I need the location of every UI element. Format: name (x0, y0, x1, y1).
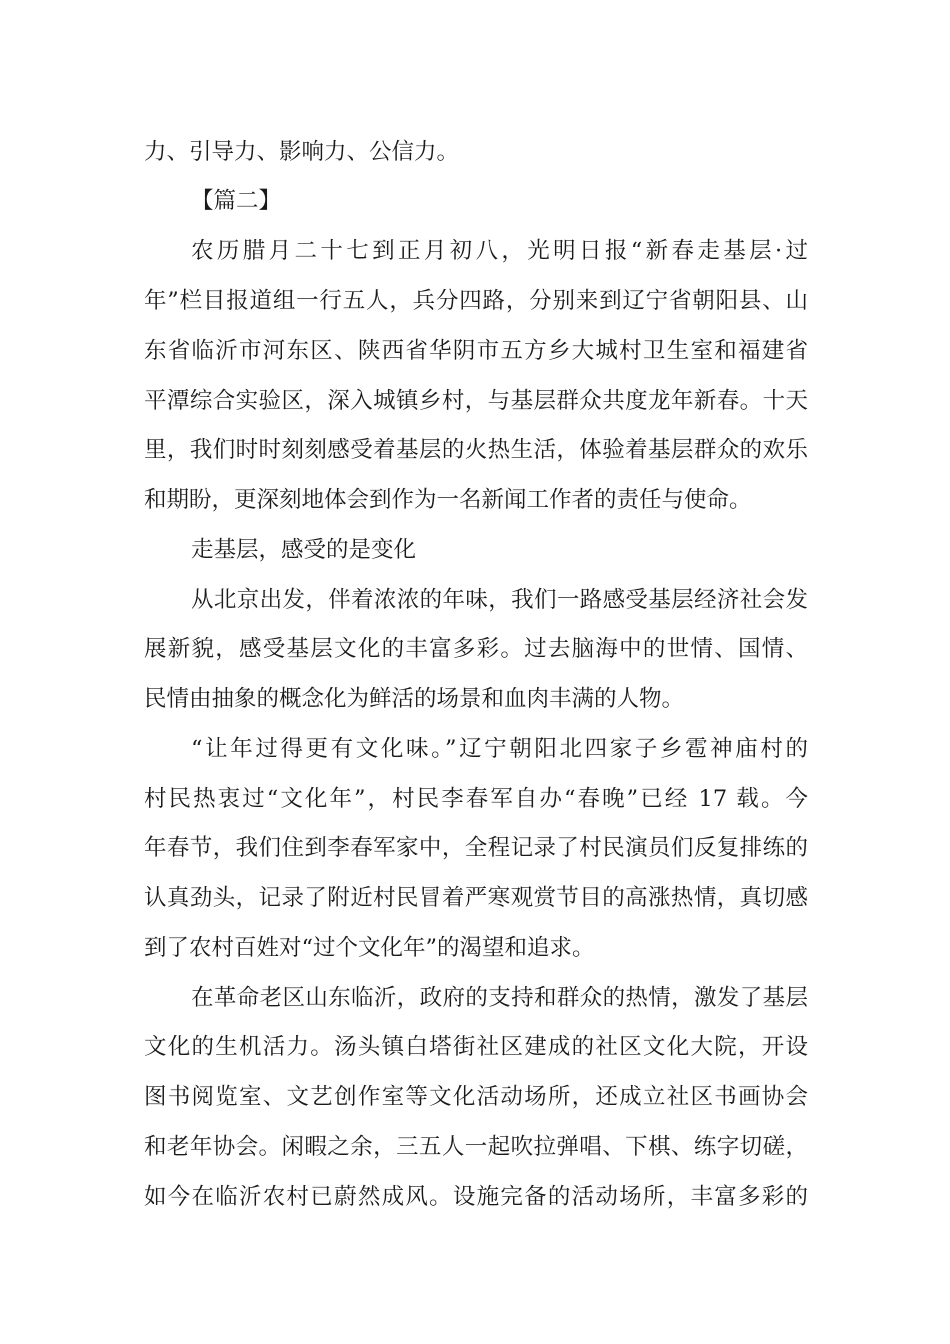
section-heading: 【篇二】 (191, 188, 282, 214)
text-line: 在革命老区山东临沂，政府的支持和群众的热情，激发了基层 (191, 985, 808, 1011)
text-line: “让年过得更有文化味。”辽宁朝阳北四家子乡雹神庙村的 (191, 736, 808, 762)
text-line: 民情由抽象的概念化为鲜活的场景和血肉丰满的人物。 (144, 686, 685, 712)
text-line: 力、引导力、影响力、公信力。 (144, 139, 460, 165)
text-line: 农历腊月二十七到正月初八，光明日报“新春走基层·过 (191, 238, 808, 264)
text-line: 里，我们时时刻刻感受着基层的火热生活，体验着基层群众的欢乐 (144, 437, 808, 463)
text-line: 如今在临沂农村已蔚然成风。设施完备的活动场所，丰富多彩的 (144, 1184, 808, 1210)
text-line: 文化的生机活力。汤头镇白塔街社区建成的社区文化大院，开设 (144, 1034, 808, 1060)
text-line: 年春节，我们住到李春军家中，全程记录了村民演员们反复排练的 (144, 835, 808, 861)
text-line: 认真劲头，记录了附近村民冒着严寒观赏节目的高涨热情，真切感 (144, 885, 808, 911)
text-line: 村民热衷过“文化年”，村民李春军自办“春晚”已经 17 载。今 (144, 786, 808, 812)
text-line: 图书阅览室、文艺创作室等文化活动场所，还成立社区书画协会 (144, 1084, 808, 1110)
text-line: 平潭综合实验区，深入城镇乡村，与基层群众共度龙年新春。十天 (144, 388, 808, 414)
text-line: 年”栏目报道组一行五人，兵分四路，分别来到辽宁省朝阳县、山 (144, 288, 808, 314)
text-line: 到了农村百姓对“过个文化年”的渴望和追求。 (144, 935, 595, 961)
text-line: 和老年协会。闲暇之余，三五人一起吹拉弹唱、下棋、练字切磋， (144, 1134, 808, 1160)
text-line: 东省临沂市河东区、陕西省华阴市五方乡大城村卫生室和福建省 (144, 338, 808, 364)
text-line: 从北京出发，伴着浓浓的年味，我们一路感受基层经济社会发 (191, 587, 808, 613)
subheading: 走基层，感受的是变化 (191, 537, 417, 563)
text-line: 展新貌，感受基层文化的丰富多彩。过去脑海中的世情、国情、 (144, 636, 808, 662)
text-line: 和期盼，更深刻地体会到作为一名新闻工作者的责任与使命。 (144, 487, 752, 513)
